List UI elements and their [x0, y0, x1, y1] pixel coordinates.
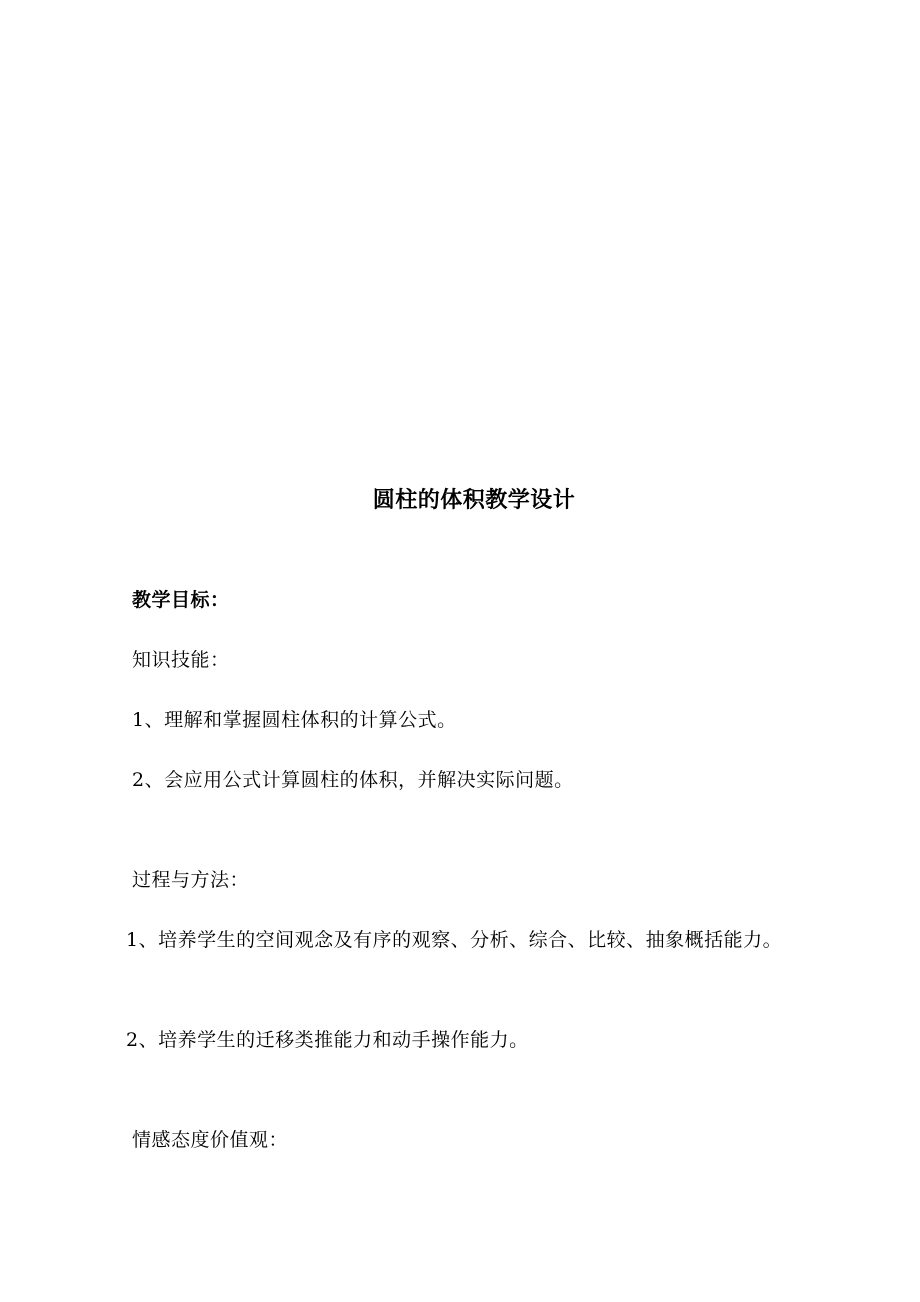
process-methods-item: 1、培养学生的空间观念及有序的观察、分析、综合、比较、抽象概括能力。: [126, 929, 783, 951]
process-methods-item: 2、培养学生的迁移类推能力和动手操作能力。: [126, 1029, 529, 1051]
objectives-heading: 教学目标：: [132, 589, 230, 611]
emotional-values-heading: 情感态度价值观：: [132, 1129, 289, 1151]
knowledge-skills-item: 1、理解和掌握圆柱体积的计算公式。: [132, 709, 457, 731]
knowledge-skills-item: 2、会应用公式计算圆柱的体积，并解决实际问题。: [132, 769, 574, 791]
knowledge-skills-heading: 知识技能：: [132, 649, 230, 671]
document-title: 圆柱的体积教学设计: [372, 488, 576, 513]
process-methods-heading: 过程与方法：: [132, 869, 250, 891]
